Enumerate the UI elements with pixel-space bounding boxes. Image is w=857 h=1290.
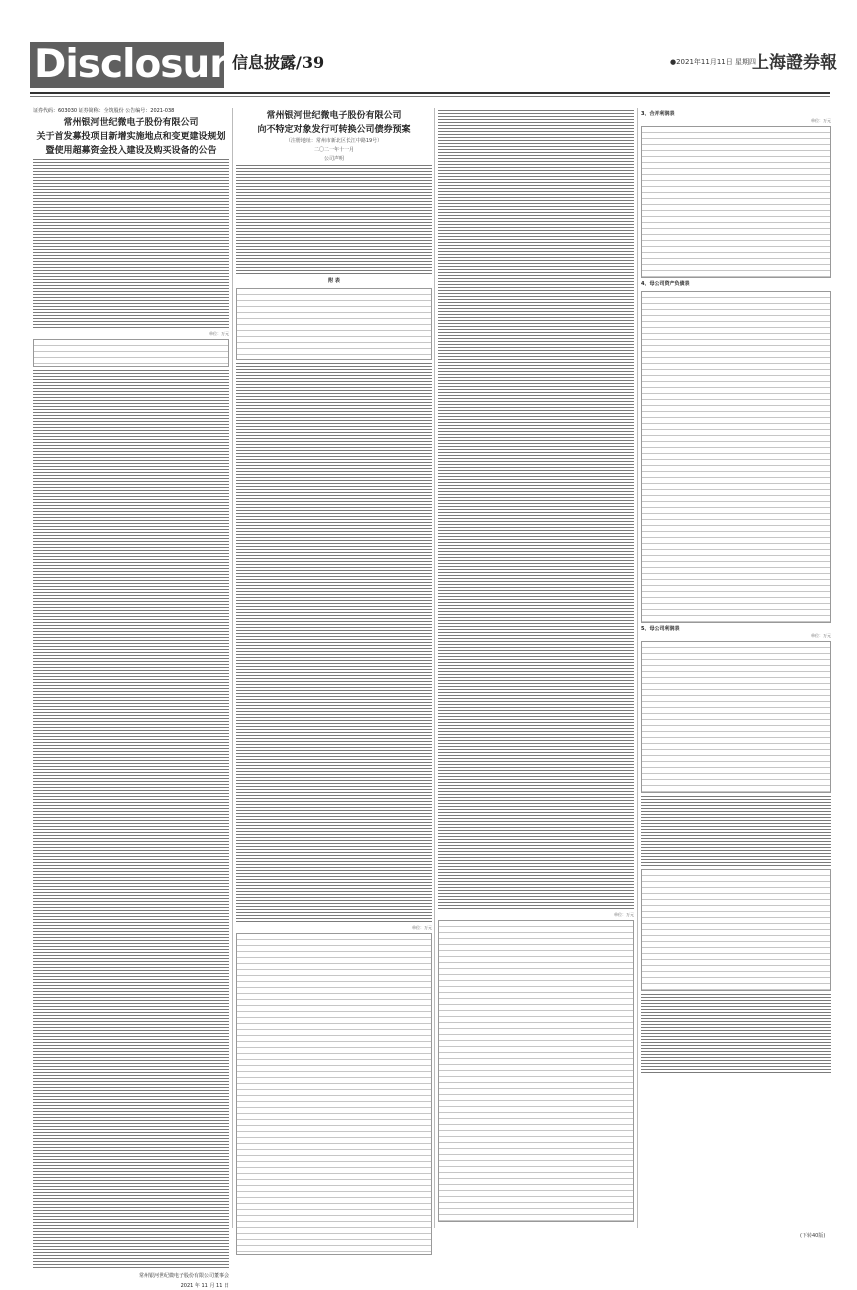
parent-balance-sheet-table [641, 291, 831, 623]
body-text [236, 363, 432, 923]
column-divider [637, 108, 638, 1228]
announcement-column-2 [236, 108, 432, 1228]
fund-table [33, 339, 229, 367]
body-text [33, 370, 229, 1270]
ratio-table [641, 869, 831, 991]
announcement-subtitle: 暨使用超募资金投入建设及购买设备的公告 [45, 146, 217, 156]
company-title: 常州银河世纪微电子股份有限公司 [266, 111, 402, 121]
publish-date: 二〇二一年十一月 [313, 147, 354, 153]
company-title: 常州银河世纪微电子股份有限公司 [63, 118, 199, 128]
balance-sheet-table [438, 920, 634, 1222]
signature-date: 2021 年 11 月 11 日 [180, 1283, 229, 1289]
announcement-column-3 [438, 108, 634, 1228]
table-heading: 3、合并利润表 [641, 111, 675, 117]
body-text [33, 159, 229, 329]
announcement-column-1 [33, 108, 229, 1289]
balance-sheet-table [236, 933, 432, 1255]
table-unit: 单位：万元 [209, 331, 229, 336]
table-unit: 单位：万元 [412, 925, 432, 930]
newspaper-logo: 上海證券報 [752, 53, 837, 73]
table-unit: 单位：万元 [811, 633, 831, 638]
parent-income-table [641, 641, 831, 793]
body-text [641, 796, 831, 866]
body-text [438, 110, 634, 910]
definitions-table [236, 288, 432, 360]
security-code: 证券代码：603030 证券简称：全筑股份 公告编号：2021-038 [33, 108, 175, 114]
income-statement-table [641, 126, 831, 278]
signature-company: 常州银河世纪微电子股份有限公司董事会 [138, 1273, 229, 1279]
section-title: 信息披露/39 [232, 53, 325, 72]
body-text [236, 165, 432, 275]
announcement-title: 向不特定对象发行可转换公司债券预案 [257, 125, 411, 135]
header-rule [30, 92, 830, 94]
table-heading: 4、母公司资产负债表 [641, 281, 690, 287]
table-unit: 单位：万元 [811, 118, 831, 123]
masthead [0, 0, 857, 100]
registered-address: （注册地址：常州市新北区长江中路19号） [285, 138, 383, 144]
issue-date: ●2021年11月11日 星期四 [670, 58, 756, 66]
column-divider [232, 108, 233, 1228]
body-text [641, 994, 831, 1074]
header-rule-thin [30, 96, 830, 97]
column-divider [434, 108, 435, 1228]
announcement-column-4 [641, 108, 831, 1228]
continued-note: (下转40版) [800, 1233, 826, 1239]
statement-heading: 公司声明 [323, 156, 344, 162]
disclosure-banner: Disclosure [30, 42, 224, 88]
announcement-title: 关于首发募投项目新增实施地点和变更建设规划 [36, 132, 226, 142]
table-heading: 附 表 [328, 278, 340, 284]
table-heading: 5、母公司利润表 [641, 626, 680, 632]
table-unit: 单位：万元 [614, 912, 634, 917]
